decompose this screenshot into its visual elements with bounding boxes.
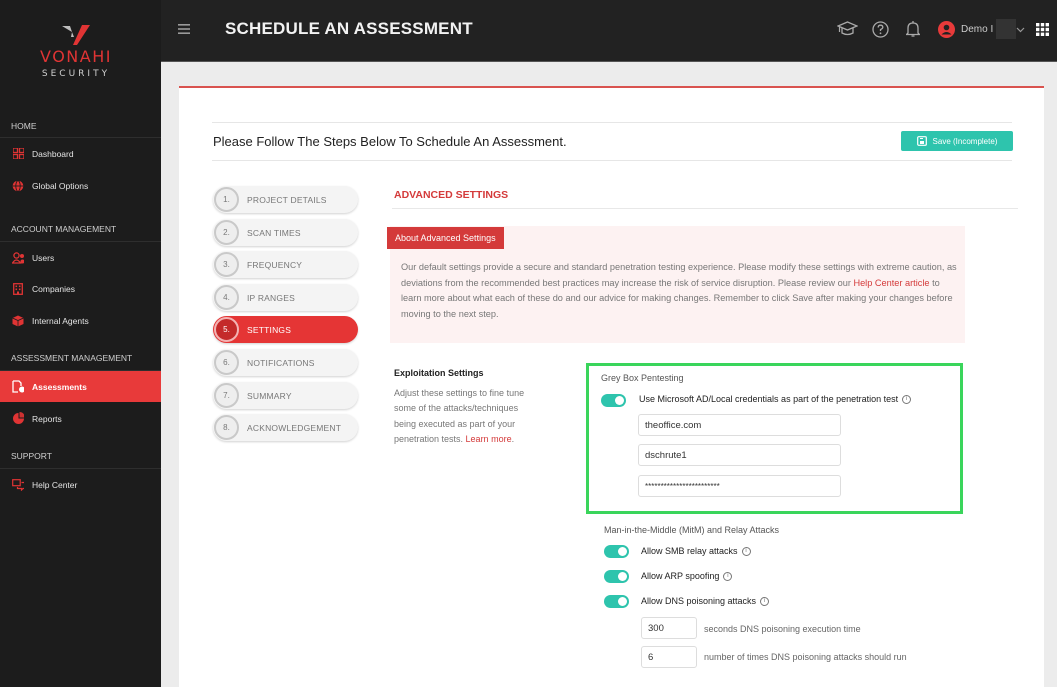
sidebar-item-label: Help Center — [32, 479, 78, 490]
arp-spoofing-label — [641, 571, 732, 581]
step-project-details[interactable] — [213, 186, 358, 213]
apps-grid-icon[interactable] — [1036, 23, 1049, 36]
step-label: NOTIFICATIONS — [247, 357, 315, 368]
section-account-management: ACCOUNT MANAGEMENT — [11, 224, 117, 234]
globe-icon — [12, 180, 24, 192]
step-label: FREQUENCY — [247, 259, 303, 270]
about-text — [401, 260, 961, 323]
scrollbar[interactable] — [1047, 62, 1057, 687]
step-scan-times[interactable] — [213, 219, 358, 246]
arp-spoofing-toggle[interactable] — [604, 570, 629, 583]
vonahi-logo[interactable] — [0, 24, 161, 84]
chat-icon — [12, 479, 24, 491]
grid-icon — [12, 148, 24, 160]
grey-box-heading: Grey Box Pentesting — [601, 373, 684, 383]
step-summary[interactable] — [213, 382, 358, 409]
learn-more-link[interactable]: Learn more — [465, 433, 512, 444]
toggle-label-text: Allow ARP spoofing — [641, 571, 720, 581]
sidebar-item-label: Users — [32, 252, 55, 263]
sidebar-item-help-center[interactable] — [0, 469, 161, 500]
period: . — [511, 433, 515, 444]
box-icon — [12, 315, 24, 327]
document-shield-icon — [12, 381, 24, 393]
info-icon[interactable]: i — [723, 572, 732, 581]
sidebar-item-label: Reports — [32, 413, 62, 424]
sidebar-item-label: Dashboard — [32, 148, 74, 159]
sidebar-item-global-options[interactable] — [0, 170, 161, 201]
smb-relay-toggle[interactable] — [604, 545, 629, 558]
step-acknowledgement[interactable] — [213, 414, 358, 441]
exploitation-text — [394, 386, 539, 447]
user-name[interactable]: Demo I — [961, 24, 994, 35]
dns-poisoning-toggle[interactable] — [604, 595, 629, 608]
sidebar — [0, 0, 161, 687]
step-label: IP RANGES — [247, 292, 295, 303]
help-center-link[interactable]: Help Center article — [853, 277, 930, 288]
sidebar-item-label: Assessments — [32, 381, 87, 392]
sidebar-item-companies[interactable] — [0, 273, 161, 304]
step-number: 5. — [214, 317, 239, 342]
dns-runs-label: number of times DNS poisoning attacks should run — [704, 652, 907, 662]
redacted-name — [996, 19, 1016, 39]
sidebar-item-dashboard[interactable] — [0, 138, 161, 169]
users-icon — [12, 252, 24, 264]
logo-name: VONAHI — [40, 47, 112, 66]
step-number: 3. — [214, 252, 239, 277]
info-icon[interactable]: i — [760, 597, 769, 606]
logo-mark-icon — [60, 24, 92, 46]
pie-chart-icon — [12, 413, 24, 425]
toggle-label-text: Allow SMB relay attacks — [641, 546, 738, 556]
password-input[interactable]: ************************ — [638, 475, 841, 497]
info-icon[interactable]: i — [902, 395, 911, 404]
sidebar-item-label: Global Options — [32, 180, 89, 191]
step-number: 2. — [214, 220, 239, 245]
step-number: 8. — [214, 415, 239, 440]
smb-relay-label — [641, 546, 751, 556]
credentials-toggle[interactable] — [601, 394, 626, 407]
dns-runs-input[interactable]: 6 — [641, 646, 697, 668]
step-notifications[interactable] — [213, 349, 358, 376]
page-heading: Please Follow The Steps Below To Schedule An Assessment. — [213, 134, 567, 149]
hamburger-menu-icon[interactable] — [178, 24, 190, 34]
exploitation-desc: Adjust these settings to fine tune some of the attacks/techniques being executed as part of your penetration tests. — [394, 388, 525, 444]
sidebar-item-internal-agents[interactable] — [0, 305, 161, 336]
domain-input[interactable]: theoffice.com — [638, 414, 841, 436]
exploitation-heading: Exploitation Settings — [394, 368, 484, 378]
user-avatar-icon[interactable] — [938, 21, 955, 38]
sidebar-item-reports[interactable] — [0, 403, 161, 434]
username-input[interactable]: dschrute1 — [638, 444, 841, 466]
sidebar-item-users[interactable] — [0, 242, 161, 273]
about-text-part: to learn more about what each of these do and our advice for making changes. Remember to click Save after making your changes before moving to the next step. — [401, 277, 953, 320]
toggle-label-text: Allow DNS poisoning attacks — [641, 596, 757, 606]
sidebar-item-label: Internal Agents — [32, 315, 89, 326]
step-label: SCAN TIMES — [247, 227, 301, 238]
credentials-toggle-label — [639, 394, 911, 404]
section-support: SUPPORT — [11, 451, 52, 461]
dns-poisoning-label — [641, 596, 769, 606]
mitm-heading: Man-in-the-Middle (MitM) and Relay Attacks — [604, 525, 780, 535]
step-label: ACKNOWLEDGEMENT — [247, 422, 342, 433]
step-number: 4. — [214, 285, 239, 310]
step-number: 7. — [214, 383, 239, 408]
toggle-label-text: Use Microsoft AD/Local credentials as part of the penetration test — [639, 394, 899, 404]
top-bar — [161, 0, 1057, 62]
step-settings[interactable] — [213, 316, 358, 343]
save-button-label: Save (Incomplete) — [932, 136, 998, 146]
graduation-cap-icon[interactable] — [837, 21, 858, 37]
building-icon — [12, 283, 24, 295]
save-button[interactable] — [901, 131, 1013, 151]
step-number: 6. — [214, 350, 239, 375]
step-frequency[interactable] — [213, 251, 358, 278]
info-icon[interactable]: i — [742, 547, 751, 556]
dns-time-input[interactable]: 300 — [641, 617, 697, 639]
chevron-down-icon[interactable] — [1016, 27, 1025, 33]
about-tag: About Advanced Settings — [387, 227, 504, 249]
step-number: 1. — [214, 187, 239, 212]
dns-time-label: seconds DNS poisoning execution time — [704, 624, 861, 634]
help-icon[interactable] — [872, 21, 889, 38]
logo-tagline: SECURITY — [41, 69, 111, 79]
about-text-part: Our default settings provide a secure and standard penetration testing experience. Please modify these settings with extreme caution, as deviations from the recommended best practices may increase the risk of service disruption. Please review our — [401, 262, 957, 288]
step-label: PROJECT DETAILS — [247, 194, 327, 205]
page-title: SCHEDULE AN ASSESSMENT — [225, 19, 473, 38]
step-ip-ranges[interactable] — [213, 284, 358, 311]
save-icon — [917, 136, 927, 146]
step-label: SETTINGS — [247, 324, 292, 335]
step-label: SUMMARY — [247, 390, 292, 401]
section-assessment-management: ASSESSMENT MANAGEMENT — [11, 353, 133, 363]
bell-icon[interactable] — [906, 20, 920, 38]
section-home: HOME — [11, 121, 37, 131]
sidebar-item-assessments[interactable] — [0, 371, 161, 402]
sidebar-item-label: Companies — [32, 283, 75, 294]
advanced-settings-heading: ADVANCED SETTINGS — [394, 189, 509, 201]
